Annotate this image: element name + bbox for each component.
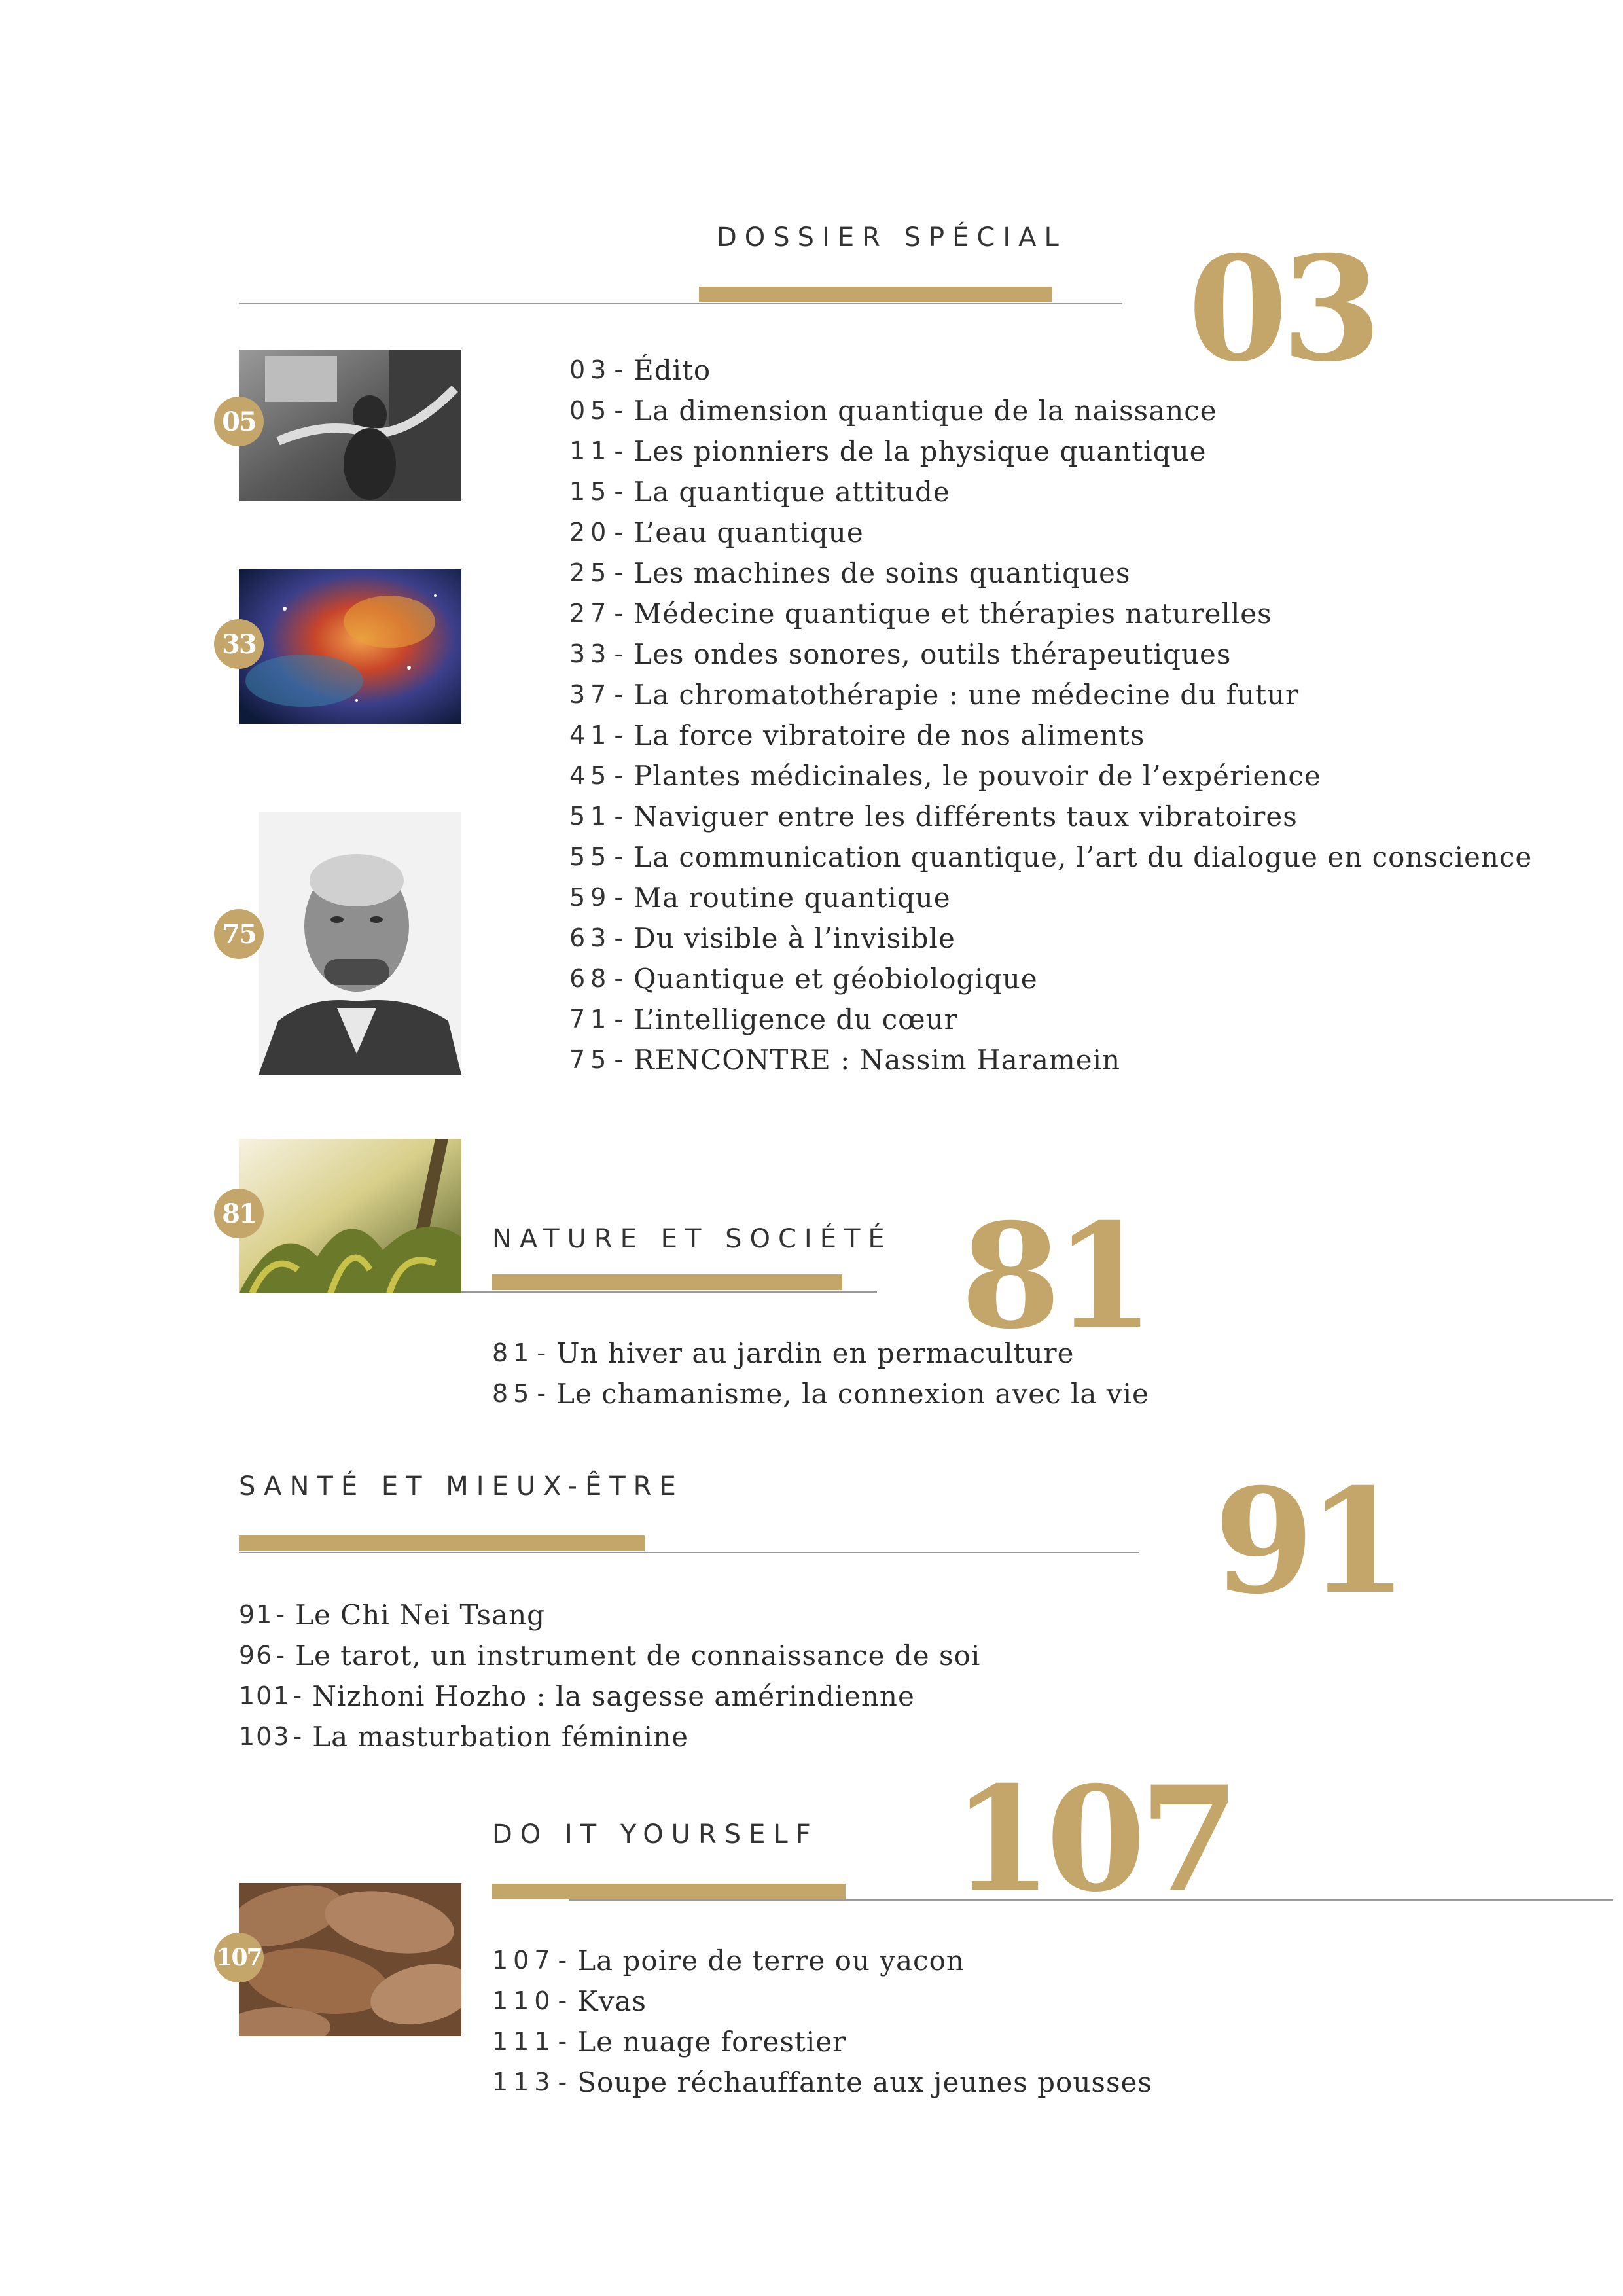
list-item[interactable] — [569, 877, 1532, 918]
article-title: Kvas — [577, 1984, 647, 2017]
list-item[interactable] — [569, 512, 1532, 552]
page-number: 37 — [569, 680, 612, 709]
article-title: RENCONTRE : Nassim Haramein — [633, 1043, 1121, 1076]
list-item[interactable] — [492, 1940, 1152, 1981]
separator: - — [614, 721, 624, 749]
article-title: Le chamanisme, la connexion avec la vie — [556, 1377, 1149, 1410]
separator: - — [537, 1379, 546, 1408]
list-item[interactable] — [569, 1039, 1532, 1080]
page-number: 103 — [239, 1722, 291, 1751]
section-bar-sante — [239, 1535, 645, 1551]
page-number: 59 — [569, 883, 612, 912]
list-item[interactable] — [569, 918, 1532, 958]
thumbnail-05[interactable] — [239, 350, 461, 501]
section-bar-nature — [492, 1274, 842, 1290]
separator: - — [614, 802, 624, 831]
section-number-dossier: 03 — [1188, 224, 1376, 393]
list-item[interactable] — [569, 836, 1532, 877]
page-number: 96 — [239, 1641, 274, 1670]
separator: - — [614, 639, 624, 668]
list-item[interactable] — [569, 796, 1532, 836]
article-title: L’eau quantique — [633, 516, 864, 548]
separator: - — [614, 761, 624, 790]
page-number: 51 — [569, 802, 612, 831]
page-number: 113 — [492, 2068, 556, 2096]
page-number: 41 — [569, 721, 612, 749]
page-badge-75: 75 — [214, 909, 264, 959]
list-item[interactable] — [569, 431, 1532, 471]
list-item[interactable] — [492, 2021, 1152, 2062]
article-title: Du visible à l’invisible — [633, 922, 955, 954]
separator: - — [614, 1005, 624, 1033]
page-badge-107: 107 — [214, 1933, 264, 1982]
section-rule-nature — [461, 1291, 877, 1293]
page-number: 110 — [492, 1986, 556, 2015]
yacon-roots-photo — [239, 1883, 461, 2036]
page-number: 25 — [569, 558, 612, 587]
list-item[interactable] — [239, 1716, 980, 1757]
page-badge-05: 05 — [214, 397, 264, 446]
separator: - — [276, 1600, 285, 1629]
article-title: Naviguer entre les différents taux vibratoires — [633, 800, 1298, 833]
separator: - — [276, 1641, 285, 1670]
separator: - — [614, 599, 624, 628]
page-number: 15 — [569, 477, 612, 506]
section-bar-dossier — [699, 287, 1052, 302]
separator: - — [614, 477, 624, 506]
thumbnail-107[interactable] — [239, 1883, 461, 2036]
article-title: Quantique et géobiologique — [633, 962, 1038, 995]
separator: - — [293, 1681, 302, 1710]
separator: - — [614, 1045, 624, 1074]
separator: - — [614, 437, 624, 465]
section-rule-sante — [239, 1552, 1139, 1553]
separator: - — [614, 924, 624, 952]
article-title: La communication quantique, l’art du dialogue en conscience — [633, 840, 1533, 873]
page-number: 107 — [492, 1946, 556, 1975]
list-item[interactable] — [239, 1676, 980, 1716]
dossier-list — [569, 350, 1532, 1080]
list-item[interactable] — [569, 593, 1532, 634]
separator: - — [614, 842, 624, 871]
article-title: La dimension quantique de la naissance — [633, 394, 1217, 427]
thumbnail-33[interactable] — [239, 569, 461, 724]
section-rule-dossier — [239, 303, 1122, 304]
article-title: La force vibratoire de nos aliments — [633, 719, 1145, 751]
list-item[interactable] — [492, 1373, 1149, 1414]
article-title: Les machines de soins quantiques — [633, 556, 1131, 589]
article-title: Le tarot, un instrument de connaissance de soi — [295, 1639, 981, 1672]
separator: - — [614, 355, 624, 384]
list-item[interactable] — [569, 390, 1532, 431]
article-title: Nizhoni Hozho : la sagesse amérindienne — [312, 1679, 915, 1712]
section-number-nature: 81 — [961, 1191, 1149, 1361]
article-title: Soupe réchauffante aux jeunes pousses — [577, 2066, 1152, 2098]
page-number: 111 — [492, 2027, 556, 2056]
list-item[interactable] — [492, 1981, 1152, 2021]
article-title: Médecine quantique et thérapies naturelles — [633, 597, 1272, 630]
list-item[interactable] — [239, 1635, 980, 1676]
article-title: Le Chi Nei Tsang — [295, 1598, 546, 1631]
page-number: 33 — [569, 639, 612, 668]
thumbnail-81[interactable] — [239, 1139, 461, 1293]
separator: - — [614, 964, 624, 993]
separator: - — [614, 396, 624, 425]
article-title: La masturbation féminine — [312, 1720, 688, 1753]
page-number: 55 — [569, 842, 612, 871]
list-item[interactable] — [239, 1594, 980, 1635]
page-number: 75 — [569, 1045, 612, 1074]
list-item[interactable] — [569, 634, 1532, 674]
list-item[interactable] — [569, 471, 1532, 512]
section-number-diy: 107 — [952, 1754, 1234, 1924]
list-item[interactable] — [569, 755, 1532, 796]
article-title: La quantique attitude — [633, 475, 950, 508]
page-number: 85 — [492, 1379, 535, 1408]
separator: - — [614, 680, 624, 709]
article-title: Édito — [633, 353, 711, 386]
article-title: La chromatothérapie : une médecine du futur — [633, 678, 1300, 711]
list-item[interactable] — [569, 999, 1532, 1039]
article-title: Plantes médicinales, le pouvoir de l’expérience — [633, 759, 1321, 792]
page-number: 27 — [569, 599, 612, 628]
article-title: Un hiver au jardin en permaculture — [556, 1336, 1075, 1369]
page-badge-81: 81 — [214, 1189, 264, 1238]
list-item[interactable] — [569, 674, 1532, 715]
list-item[interactable] — [492, 1333, 1149, 1373]
list-item[interactable] — [569, 715, 1532, 755]
section-title-dossier: DOSSIER SPÉCIAL — [717, 223, 1067, 253]
section-title-sante: SANTÉ ET MIEUX-ÊTRE — [239, 1471, 684, 1501]
separator: - — [537, 1338, 546, 1367]
article-title: Ma routine quantique — [633, 881, 951, 914]
section-number-sante: 91 — [1214, 1456, 1402, 1626]
garden-plants-photo — [239, 1139, 461, 1293]
list-item[interactable] — [569, 958, 1532, 999]
article-title: Les ondes sonores, outils thérapeutiques — [633, 637, 1232, 670]
nebula-photo — [239, 569, 461, 724]
separator: - — [558, 1946, 567, 1975]
page-number: 05 — [569, 396, 612, 425]
diy-list — [492, 1940, 1152, 2102]
article-title: La poire de terre ou yacon — [577, 1944, 965, 1977]
separator: - — [558, 2027, 567, 2056]
page-number: 63 — [569, 924, 612, 952]
page-number: 45 — [569, 761, 612, 790]
page-number: 101 — [239, 1681, 291, 1710]
page-number: 71 — [569, 1005, 612, 1033]
page-number: 68 — [569, 964, 612, 993]
man-arms-raised-photo — [239, 350, 461, 501]
list-item[interactable] — [569, 552, 1532, 593]
section-title-diy: DO IT YOURSELF — [492, 1820, 819, 1850]
separator: - — [614, 558, 624, 587]
separator: - — [614, 883, 624, 912]
page-number: 20 — [569, 518, 612, 547]
separator: - — [614, 518, 624, 547]
portrait-photo — [259, 812, 461, 1075]
section-bar-diy — [492, 1884, 846, 1899]
thumbnail-75[interactable] — [259, 812, 461, 1075]
list-item[interactable] — [569, 350, 1532, 390]
section-title-nature: NATURE ET SOCIÉTÉ — [492, 1224, 893, 1254]
separator: - — [293, 1722, 302, 1751]
page-badge-33: 33 — [214, 619, 264, 669]
list-item[interactable] — [492, 2062, 1152, 2102]
article-title: Le nuage forestier — [577, 2025, 847, 2058]
separator: - — [558, 1986, 567, 2015]
page-number: 11 — [569, 437, 612, 465]
nature-list — [492, 1333, 1149, 1414]
page-number: 81 — [492, 1338, 535, 1367]
sante-list — [239, 1594, 980, 1757]
article-title: L’intelligence du cœur — [633, 1003, 958, 1035]
separator: - — [558, 2068, 567, 2096]
page-number: 91 — [239, 1600, 274, 1629]
page-number: 03 — [569, 355, 612, 384]
article-title: Les pionniers de la physique quantique — [633, 435, 1207, 467]
